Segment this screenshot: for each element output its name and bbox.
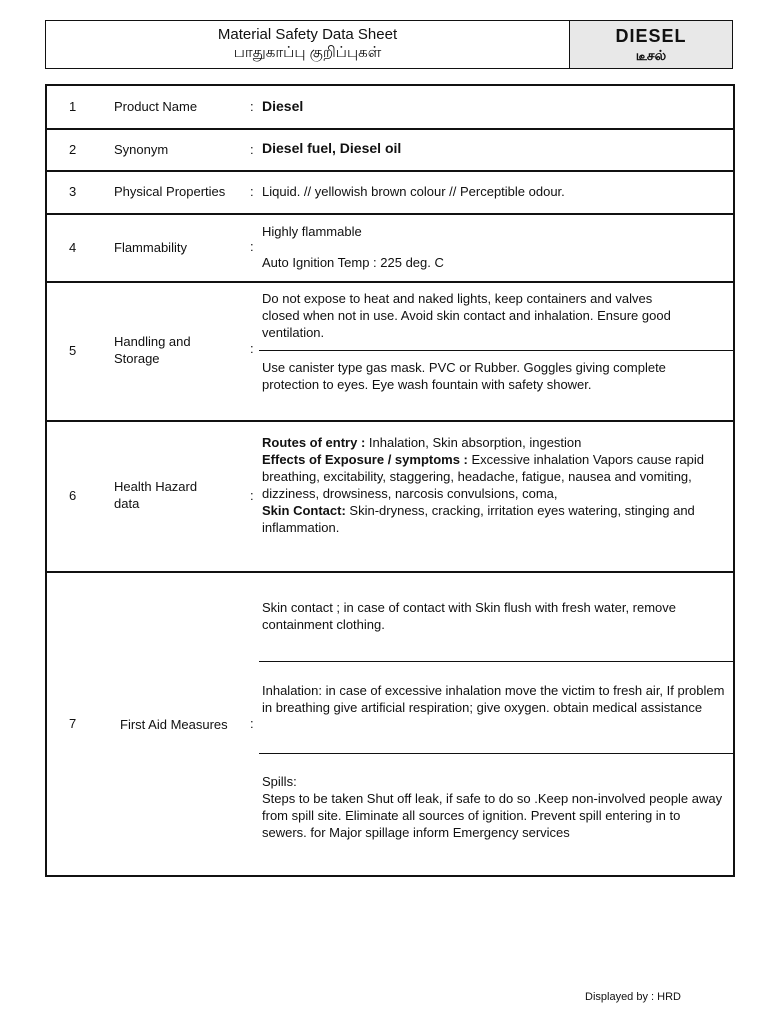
- row-value: Diesel: [262, 98, 304, 114]
- table-row: [47, 128, 733, 172]
- row-number: 7: [69, 716, 77, 731]
- routes-text: Inhalation, Skin absorption, ingestion: [365, 435, 582, 450]
- table-row: [47, 420, 733, 573]
- row-number: 5: [69, 343, 77, 358]
- first-aid-spills: [262, 773, 727, 841]
- row-colon: :: [250, 239, 254, 254]
- row-label: First Aid Measures: [120, 717, 228, 732]
- skin-contact-label: Skin Contact:: [262, 503, 346, 518]
- storage-paragraph: Use canister type gas mask. PVC or Rubber. Goggles giving complete protection to eyes. Eye wash fountain with safety shower.: [262, 360, 666, 392]
- row-colon: :: [250, 99, 254, 114]
- row-number: 2: [69, 142, 77, 157]
- row-colon: :: [250, 142, 254, 157]
- row-colon: :: [250, 488, 254, 503]
- row-label: Health Hazard data: [114, 479, 198, 511]
- title-english: Material Safety Data Sheet: [217, 26, 398, 43]
- skin-contact-text: Skin-dryness, cracking, irritation eyes watering, stinging and inflammation.: [262, 503, 695, 535]
- row-colon: :: [250, 341, 254, 356]
- row-label: Handling and Storage: [114, 334, 191, 366]
- row-value-line1: Highly flammable: [262, 224, 362, 239]
- divider: [259, 753, 733, 754]
- first-aid-inhalation: Inhalation: in case of excessive inhalation move the victim to fresh air, If problem in breathing give artificial respiration; give oxygen. obtain medical assistance: [262, 683, 725, 715]
- table-row: [47, 571, 733, 875]
- divider: [259, 661, 733, 662]
- row-label: Physical Properties: [114, 184, 226, 199]
- row-number: 4: [69, 240, 77, 255]
- table-row: [47, 281, 733, 422]
- table-row: [47, 170, 733, 215]
- table-row: [47, 86, 733, 130]
- routes-label: Routes of entry :: [262, 435, 366, 450]
- row-label: Product Name: [114, 99, 198, 114]
- effects-label: Effects of Exposure / symptoms :: [262, 452, 468, 467]
- row-colon: :: [250, 184, 254, 199]
- row-label: Flammability: [114, 240, 187, 255]
- handling-paragraph: Do not expose to heat and naked lights, keep containers and valves closed when not in use. Avoid skin contact and inhalation. Ensure good ventilation.: [262, 291, 671, 340]
- row-value: Diesel fuel, Diesel oil: [262, 140, 402, 156]
- table-row: [47, 213, 733, 283]
- row-colon: :: [250, 716, 254, 731]
- effects-text: Excessive inhalation Vapors cause rapid breathing, excitability, staggering, headache, fatigue, nausea and vomiting, dizziness, drowsiness, narcosis convulsions, coma,: [262, 452, 704, 501]
- msds-table: [45, 84, 735, 877]
- header-title-block: [46, 21, 569, 68]
- title-tamil: பாதுகாப்பு குறிப்புகள்: [233, 44, 382, 61]
- spills-title: Spills:: [262, 774, 297, 789]
- spills-text: Steps to be taken Shut off leak, if safe to do so .Keep non-involved people away from spill site. Eliminate all sources of ignition. Prevent spill entering in to sewers. for Major spillage inform Emergency services: [262, 791, 723, 840]
- footer-displayed-by: Displayed by : HRD: [585, 991, 681, 1003]
- row-value-line2: Auto Ignition Temp : 225 deg. C: [262, 255, 444, 270]
- health-hazard-text: [262, 434, 731, 536]
- row-value: Liquid. // yellowish brown colour // Perceptible odour.: [262, 184, 565, 199]
- row-label: Synonym: [114, 142, 169, 157]
- row-number: 1: [69, 99, 77, 114]
- row-number: 6: [69, 488, 77, 503]
- first-aid-skin: Skin contact ; in case of contact with Skin flush with fresh water, remove containment clothing.: [262, 600, 677, 632]
- row-number: 3: [69, 184, 77, 199]
- divider: [259, 350, 733, 351]
- product-english: DIESEL: [615, 26, 687, 46]
- product-tamil: டீசல்: [635, 47, 667, 63]
- product-name-block: [569, 21, 732, 68]
- header-box: [45, 20, 733, 69]
